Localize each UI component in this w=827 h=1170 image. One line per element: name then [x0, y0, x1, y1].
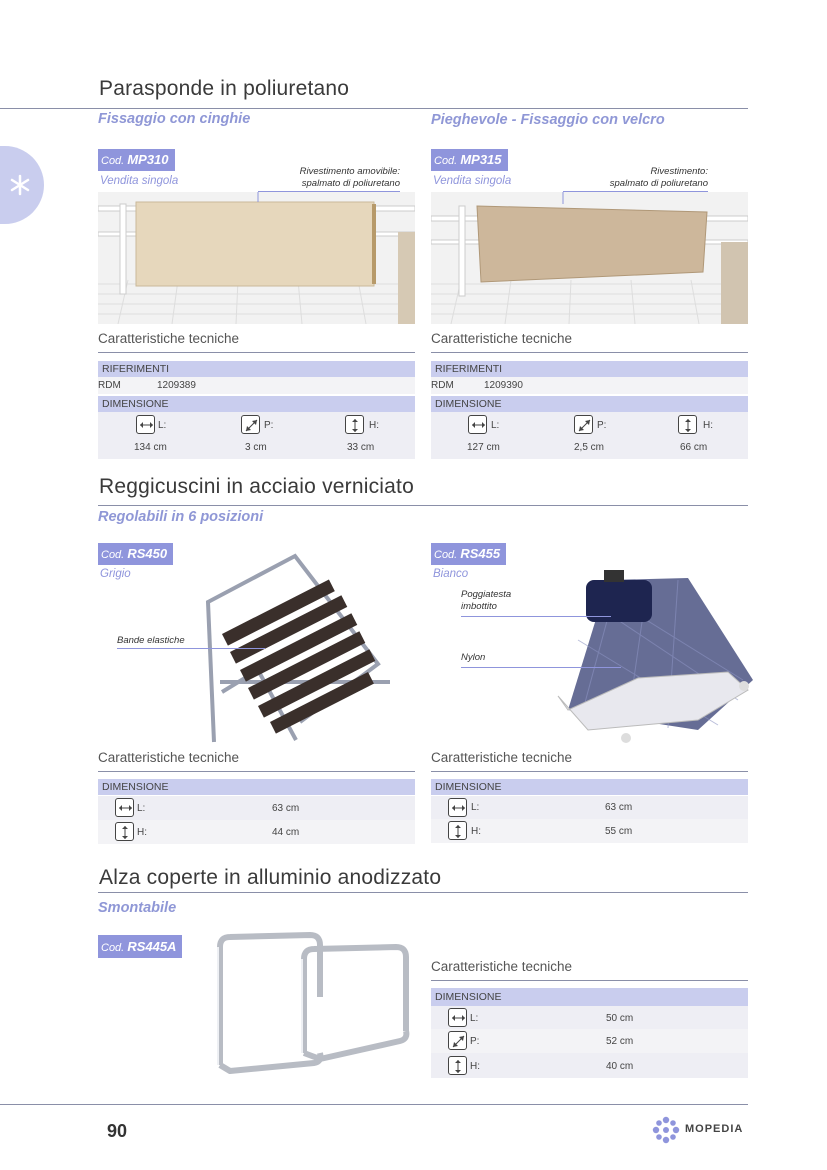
brand-name: MOPEDIA [685, 1123, 744, 1135]
note-leader-rs450 [117, 648, 265, 649]
code-badge-rs455: Cod. RS455 [431, 543, 506, 565]
dim-header-rs450: DIMENSIONE [98, 779, 415, 795]
note-rs455-poggiatesta: Poggiatesta imbottito [461, 589, 512, 612]
dim-row-h-rs455: H: 55 cm [431, 819, 748, 843]
spec-rule-rs445a [431, 980, 748, 981]
vertical-arrow-icon [448, 1056, 467, 1075]
dim-length-value-mp310: 134 cm [134, 442, 167, 453]
variant-rs450: Grigio [100, 568, 131, 580]
photo-mp315 [431, 192, 748, 324]
spec-rule-rs450 [98, 771, 415, 772]
dim-header-mp310: DIMENSIONE [98, 396, 415, 412]
dim-row-l-rs455: L: 63 cm [431, 796, 748, 819]
horizontal-arrow-icon [468, 415, 487, 434]
diagonal-arrow-icon [574, 415, 593, 434]
section-title-reggicuscini: Reggicuscini in acciaio verniciato [99, 475, 414, 498]
dim-length-mp315: L: [468, 415, 487, 439]
vertical-arrow-icon [345, 415, 364, 434]
vertical-arrow-icon [678, 415, 697, 434]
brand-logo [651, 1115, 751, 1145]
spec-title-mp315: Caratteristiche tecniche [431, 331, 573, 346]
dim-depth-value-mp310: 3 cm [245, 442, 267, 453]
dim-depth-mp310: P: [241, 415, 260, 439]
horizontal-arrow-icon [448, 798, 467, 817]
footer-rule [0, 1104, 748, 1105]
section-title-alza-coperte: Alza coperte in alluminio anodizzato [99, 866, 442, 889]
dim-depth-mp315: P: [574, 415, 593, 439]
diagonal-arrow-icon [241, 415, 260, 434]
dim-height-value-mp310: 33 cm [347, 442, 375, 453]
dim-row-h-rs445a: H: 40 cm [431, 1053, 748, 1078]
photo-rs445a [206, 925, 418, 1075]
spec-title-rs455: Caratteristiche tecniche [431, 750, 573, 765]
variant-mp315: Vendita singola [433, 175, 512, 187]
ref-row-mp310: RDM 1209389 [98, 377, 415, 394]
subtitle-reggicuscini: Regolabili in 6 posizioni [98, 509, 264, 525]
section-title-parasponde: Parasponde in poliuretano [99, 77, 350, 100]
mopedia-flower-icon [651, 1115, 681, 1145]
ref-header-mp310: RIFERIMENTI [98, 361, 415, 377]
vertical-arrow-icon [115, 822, 134, 841]
note-mp315: Rivestimento: spalmato di poliuretano [609, 166, 708, 189]
note-rs455-nylon: Nylon [461, 652, 486, 663]
subtitle-mp310: Fissaggio con cinghie [98, 111, 251, 127]
code-badge-mp310: Cod. MP310 [98, 149, 175, 171]
diagonal-arrow-icon [448, 1031, 467, 1050]
code-badge-rs445a: Cod. RS445A [98, 935, 182, 958]
variant-mp310: Vendita singola [100, 175, 179, 187]
note-leader-mp315 [563, 191, 708, 192]
variant-rs455: Bianco [433, 568, 469, 580]
dim-row-p-rs445a: P: 52 cm [431, 1029, 748, 1053]
note-leader-poggiatesta [461, 616, 611, 617]
subtitle-mp315: Pieghevole - Fissaggio con velcro [431, 112, 665, 128]
side-tab [0, 146, 44, 224]
dim-length-value-mp315: 127 cm [467, 442, 500, 453]
photo-rs450 [200, 552, 410, 750]
ref-row-mp315: RDM 1209390 [431, 377, 748, 394]
dim-row-h-rs450: H: 44 cm [98, 820, 415, 844]
dim-depth-value-mp315: 2,5 cm [574, 442, 605, 453]
photo-rs455 [548, 560, 766, 748]
dim-header-mp315: DIMENSIONE [431, 396, 748, 412]
note-leader-nylon [461, 667, 621, 668]
code-badge-rs450: Cod. RS450 [98, 543, 173, 565]
dim-height-mp315: H: [678, 415, 697, 439]
spec-rule-rs455 [431, 771, 748, 772]
dim-height-mp310: H: [345, 415, 364, 439]
photo-mp310 [98, 192, 415, 324]
dim-height-value-mp315: 66 cm [680, 442, 708, 453]
spec-title-mp310: Caratteristiche tecniche [98, 331, 240, 346]
dim-header-rs445a: DIMENSIONE [431, 988, 748, 1006]
note-leader-mp310 [258, 191, 400, 192]
vertical-arrow-icon [448, 821, 467, 840]
top-rule [0, 108, 748, 109]
dim-length-mp310: L: [136, 415, 155, 439]
page-number: 90 [107, 1121, 128, 1141]
section-rule-alza-coperte [98, 892, 748, 893]
horizontal-arrow-icon [448, 1008, 467, 1027]
spec-title-rs445a: Caratteristiche tecniche [431, 959, 573, 974]
dim-row-l-rs445a: L: 50 cm [431, 1006, 748, 1029]
spec-title-rs450: Caratteristiche tecniche [98, 750, 240, 765]
note-mp310: Rivestimento amovibile: spalmato di poliuretano [299, 166, 400, 189]
section-rule-reggicuscini [98, 505, 748, 506]
horizontal-arrow-icon [136, 415, 155, 434]
asterisk-icon [0, 146, 44, 224]
ref-header-mp315: RIFERIMENTI [431, 361, 748, 377]
dim-row-l-rs450: L: 63 cm [98, 796, 415, 820]
horizontal-arrow-icon [115, 798, 134, 817]
spec-rule-mp315 [431, 352, 748, 353]
note-rs450: Bande elastiche [117, 635, 185, 646]
spec-rule-mp310 [98, 352, 415, 353]
subtitle-alza-coperte: Smontabile [98, 900, 177, 916]
code-badge-mp315: Cod. MP315 [431, 149, 508, 171]
dim-header-rs455: DIMENSIONE [431, 779, 748, 795]
